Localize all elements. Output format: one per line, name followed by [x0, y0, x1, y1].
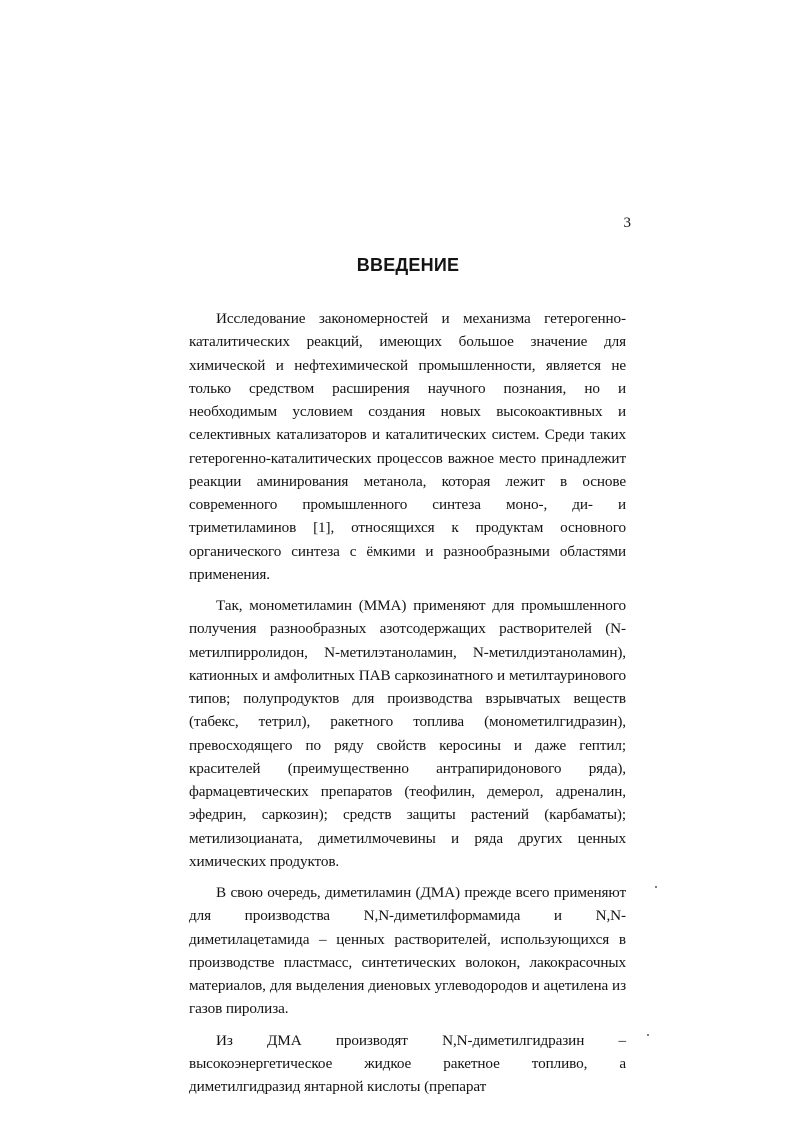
paragraph-1: Исследование закономерностей и механизма гетерогенно-каталитических реакций, имеющих большое значение для химической и нефтехимической промышленности, является не только средством расширения научного познания, но и необходимым условием создания новых высокоактивных и селективных катализаторов и каталитических систем. Среди таких гетерогенно-каталитических процессов важное место принадлежит реакции аминирования метанола, которая лежит в основе современного промышленного синтеза моно-, ди- и триметиламинов [1], относящихся к продуктам основного органического синтеза с ёмкими и разнообразными областями применения.	[189, 310, 626, 583]
scan-speck	[647, 1034, 649, 1036]
section-heading: ВВЕДЕНИЕ	[356, 255, 460, 275]
paragraph-4: Из ДМА производят N,N-диметилгидразин – высокоэнергетическое жидкое ракетное топливо, а диметилгидразид янтарной кислоты (препарат	[189, 1031, 626, 1095]
body-text	[189, 307, 626, 1098]
paragraph-2: Так, монометиламин (ММА) применяют для промышленного получения разнообразных азотсодержащих растворителей (N-метилпирролидон, N-метилэтаноламин, N-метилдиэтаноламин), катионных и амфолитных ПАВ саркозинатного и метилтауринового типов; полупродуктов для производства взрывчатых веществ (табекс, тетрил), ракетного топлива (монометилгидразин), превосходящего по ряду свойств керосины и даже гептил; красителей (преимущественно антрапиридонового ряда), фармацевтических препаратов (теофилин, демерол, адреналин, эфедрин, саркозин); средств защиты растений (карбаматы); метилизоцианата, диметилмочевины и ряда других ценных химических продуктов.	[189, 597, 626, 870]
paragraph-3: В свою очередь, диметиламин (ДМА) прежде всего применяют для производства N,N-диметилформамида и N,N-диметилацетамида – ценных растворителей, использующихся в производстве пластмасс, синтетических волокон, лакокрасочных материалов, для выделения диеновых углеводородов и ацетилена из газов пиролиза.	[189, 884, 626, 1018]
scan-speck	[655, 886, 657, 888]
page-number: 3	[623, 215, 631, 231]
